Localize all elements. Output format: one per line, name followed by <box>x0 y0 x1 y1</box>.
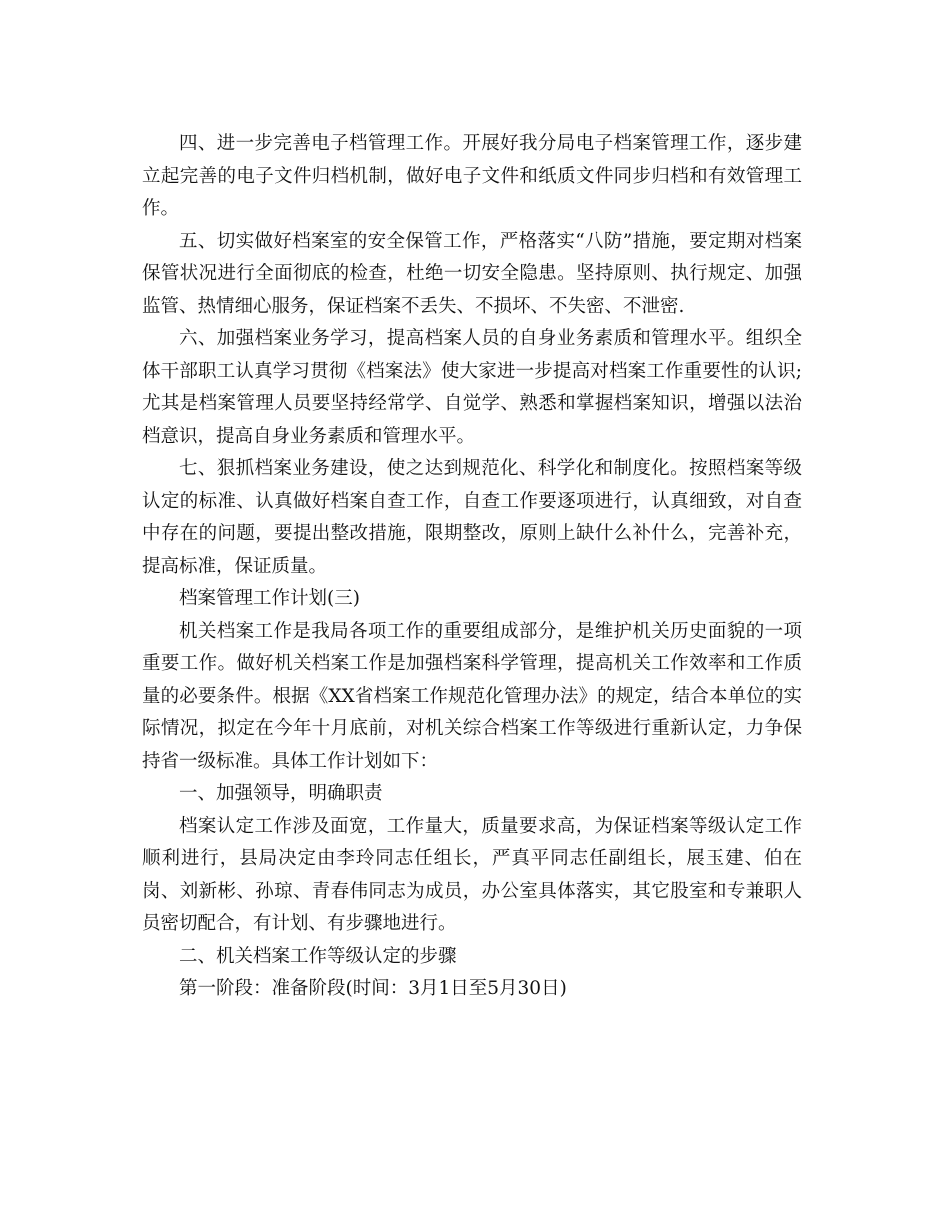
paragraph-intro: 机关档案工作是我局各项工作的重要组成部分，是维护机关历史面貌的一项重要工作。做好机关档案工作是加强档案科学管理，提高机关工作效率和工作质量的必要条件。根据《XX省档案工作规范化管理办法》的规定，结合本单位的实际情况，拟定在今年十月底前，对机关综合档案工作等级进行重新认定，力争保持省一级标准。具体工作计划如下： <box>142 620 802 772</box>
paragraph-stage-1: 第一阶段：准备阶段(时间：3月1日至5月30日) <box>179 978 567 999</box>
paragraph-item-4: 四、进一步完善电子档管理工作。开展好我分局电子档案管理工作，逐步建立起完善的电子文件归档机制，做好电子文件和纸质文件同步归档和有效管理工作。 <box>142 133 802 219</box>
section-heading-1: 一、加强领导，明确职责 <box>179 783 383 804</box>
section-heading-plan-3: 档案管理工作计划(三) <box>179 588 360 609</box>
document-body <box>142 128 802 1006</box>
paragraph-leadership: 档案认定工作涉及面宽，工作量大，质量要求高，为保证档案等级认定工作顺利进行，县局决定由李玲同志任组长，严真平同志任副组长，展玉建、伯在岗、刘新彬、孙琼、青春伟同志为成员，办公室具体落实，其它股室和专兼职人员密切配合，有计划、有步骤地进行。 <box>142 815 802 934</box>
paragraph-item-7: 七、狠抓档案业务建设，使之达到规范化、科学化和制度化。按照档案等级认定的标准、认真做好档案自查工作，自查工作要逐项进行，认真细致，对自查中存在的问题，要提出整改措施，限期整改，原则上缺什么补什么，完善补充，提高标准，保证质量。 <box>142 458 802 577</box>
section-heading-2: 二、机关档案工作等级认定的步骤 <box>179 945 457 967</box>
paragraph-item-5: 五、切实做好档案室的安全保管工作，严格落实“八防”措施，要定期对档案保管状况进行全面彻底的检查，杜绝一切安全隐患。坚持原则、执行规定、加强监管、热情细心服务，保证档案不丢失、不损坏、不失密、不泄密. <box>142 230 802 317</box>
paragraph-item-6: 六、加强档案业务学习，提高档案人员的自身业务素质和管理水平。组织全体干部职工认真学习贯彻《档案法》使大家进一步提高对档案工作重要性的认识;尤其是档案管理人员要坚持经常学、自觉学、熟悉和掌握档案知识，增强以法治档意识，提高自身业务素质和管理水平。 <box>142 328 802 447</box>
